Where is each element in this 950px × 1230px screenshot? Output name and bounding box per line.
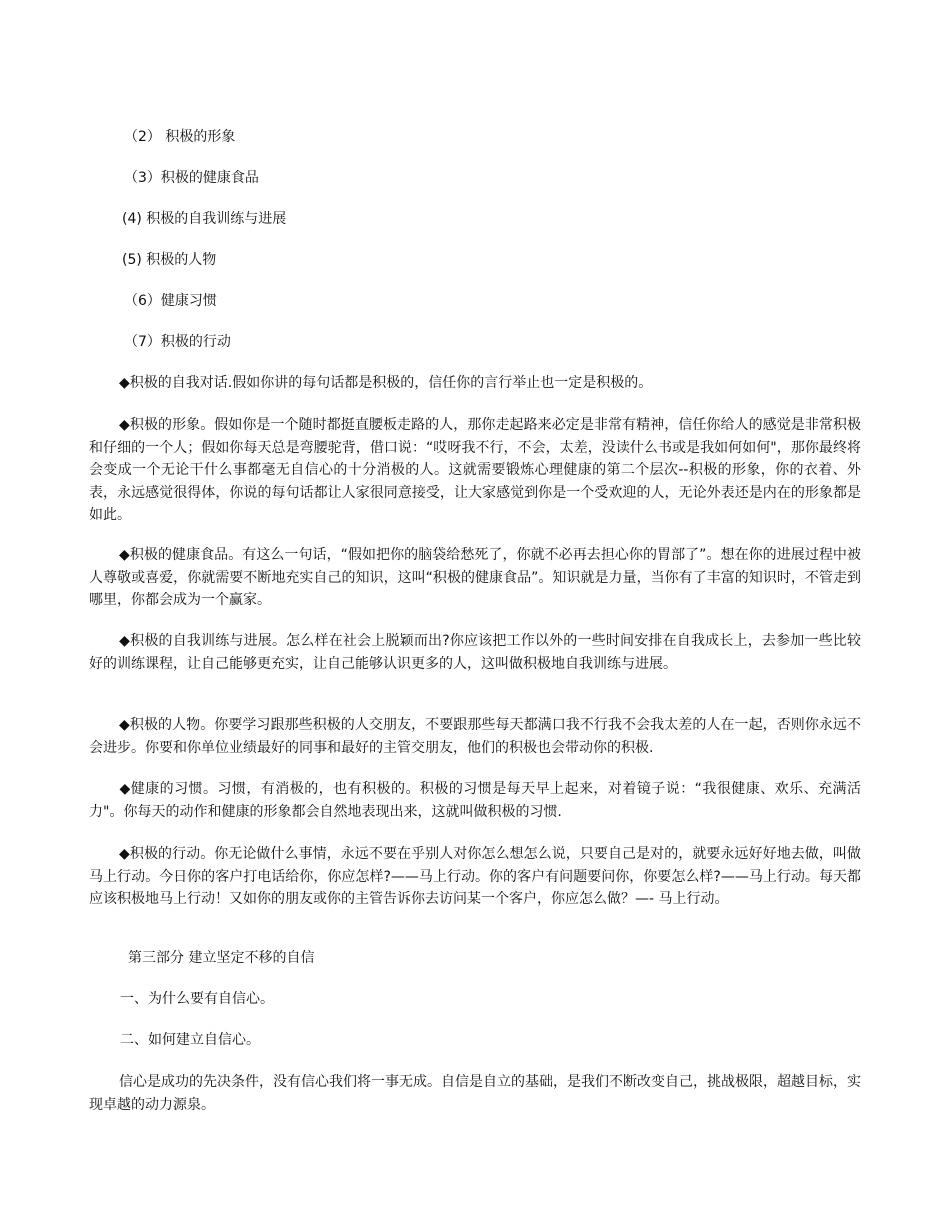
paragraph-text: ◆积极的健康食品。有这么一句话，“假如把你的脑袋给愁死了，你就不必再去担心你的胃部了”。想在你的进展过程中被人尊敬或喜爱，你就需要不断地充实自己的知识，这叫“积极的健康食品”。知识就是力量，当你有了丰富的知识时，不管走到哪里，你都会成为一个赢家。 bbox=[89, 547, 861, 608]
paragraph-text: ◆积极的形象。假如你是一个随时都挺直腰板走路的人，那你走起路来必定是非常有精神，信任你给人的感觉是非常积极和仔细的一个人；假如你每天总是弯腰驼背，借口说：“哎呀我不行，不会，太差，没读什么书或是我如何如何"，那你最终将会变成一个无论干什么事都毫无自信心的十分消极的人。这就需要锻炼心理健康的第二个层次--积极的形象，你的衣着、外表，永远感觉很得体，你说的每句话都让人家很同意接受，让大家感觉到你是一个受欢迎的人，无论外表还是内在的形象都是如此。 bbox=[89, 417, 861, 523]
paragraph-text: 信心是成功的先决条件，没有信心我们将一事无成。自信是自立的基础，是我们不断改变自己，挑战极限，超越目标，实现卓越的动力源泉。 bbox=[89, 1074, 861, 1113]
list-item-healthy-food: （3）积极的健康食品 bbox=[124, 170, 259, 186]
paragraph-text: ◆积极的自我对话.假如你讲的每句话都是积极的，信任你的言行举止也一定是积极的。 bbox=[119, 375, 653, 391]
paragraph-positive-image bbox=[89, 414, 861, 527]
paragraph-text: ◆积极的行动。你无论做什么事情，永远不要在乎别人对你怎么想怎么说，只要自己是对的，就要永远好好地去做，叫做马上行动。今日你的客户打电话给你，你应怎样?——马上行动。你的客户有问题要问你，你要怎么样?——马上行动。每天都应该积极地马上行动！又如你的朋友或你的主管告诉你去访问某一个客户，你应怎么做？—- 马上行动。 bbox=[89, 846, 861, 907]
list-item-healthy-habits: （6）健康习惯 bbox=[124, 293, 217, 309]
list-item-self-training: (4) 积极的自我训练与进展 bbox=[122, 211, 287, 227]
paragraph-positive-action bbox=[89, 843, 861, 911]
paragraph-positive-people bbox=[89, 714, 861, 759]
list-item-positive-action: （7）积极的行动 bbox=[124, 334, 231, 350]
section-heading: 第三部分 建立坚定不移的自信 bbox=[128, 950, 315, 966]
paragraph-text: ◆积极的人物。你要学习跟那些积极的人交朋友，不要跟那些每天都满口我不行我不会我太差的人在一起，否则你永远不会进步。你要和你单位业绩最好的同事和最好的主管交朋友，他们的积极也会带动你的积极. bbox=[89, 717, 861, 756]
paragraph-self-talk bbox=[89, 372, 861, 395]
paragraph-healthy-habits bbox=[89, 778, 861, 823]
paragraph-text: ◆健康的习惯。习惯，有消极的，也有积极的。积极的习惯是每天早上起来，对着镜子说：“我很健康、欢乐、充满活力"。你每天的动作和健康的形象都会自然地表现出来，这就叫做积极的习惯. bbox=[89, 781, 861, 820]
paragraph-confidence bbox=[89, 1071, 861, 1116]
paragraph-self-training bbox=[89, 630, 861, 675]
outline-item-how: 二、如何建立自信心。 bbox=[120, 1032, 260, 1048]
paragraph-text: ◆积极的自我训练与进展。怎么样在社会上脱颖而出?你应该把工作以外的一些时间安排在自我成长上，去参加一些比较好的训练课程，让自己能够更充实，让自己能够认识更多的人，这叫做积极地自我训练与进展。 bbox=[89, 633, 861, 672]
outline-item-why: 一、为什么要有自信心。 bbox=[120, 991, 274, 1007]
paragraph-healthy-food bbox=[89, 544, 861, 612]
list-item-positive-image: （2） 积极的形象 bbox=[124, 129, 236, 145]
list-item-positive-people: (5) 积极的人物 bbox=[122, 252, 217, 268]
